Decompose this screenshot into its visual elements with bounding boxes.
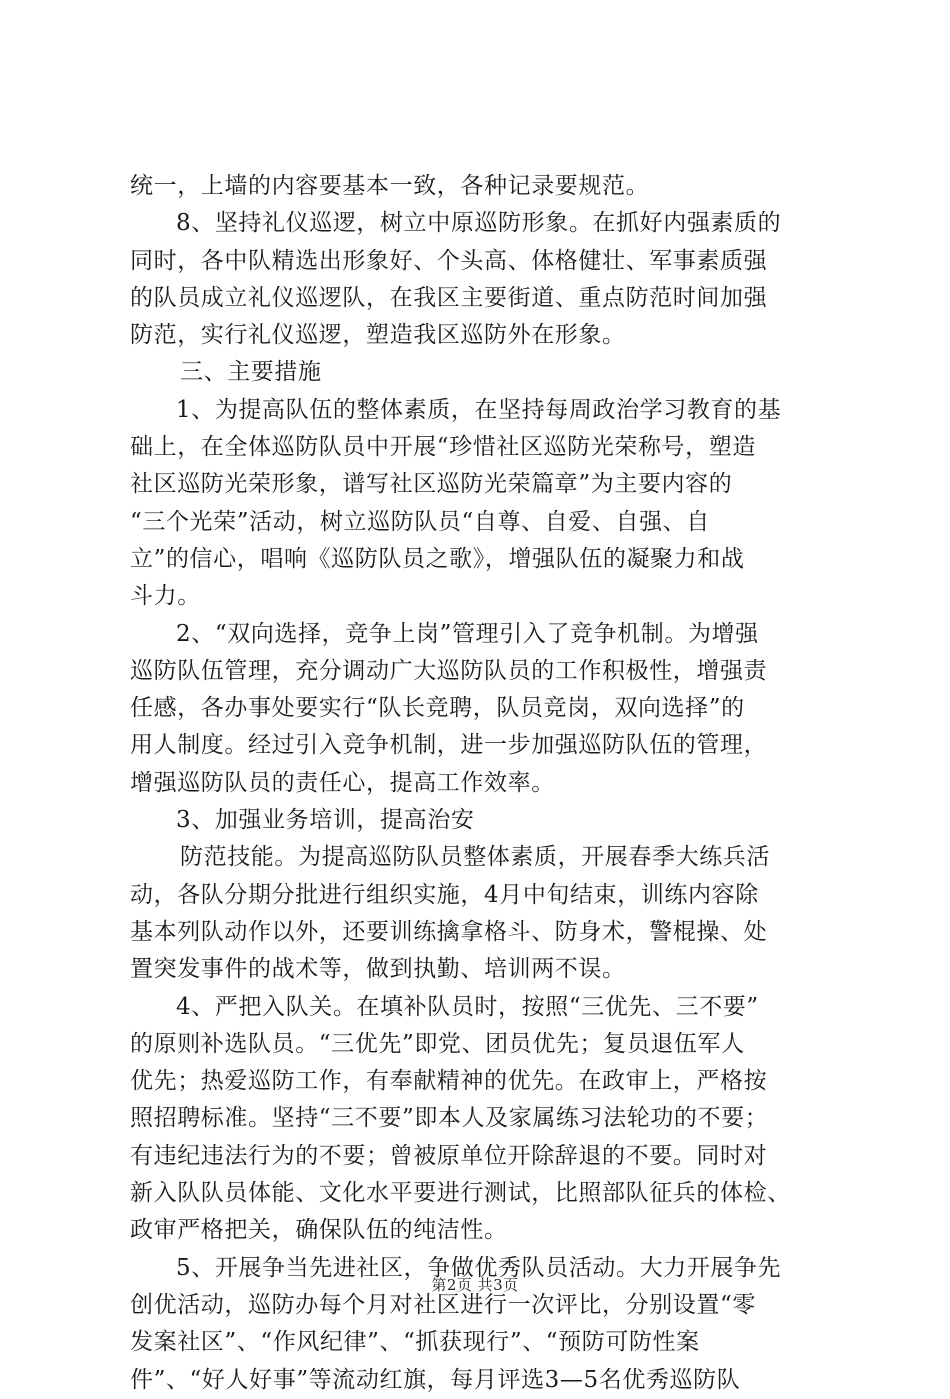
text-line: 用人制度。经过引入竞争机制，进一步加强巡防队伍的管理， — [130, 732, 768, 759]
text-line: 的队员成立礼仪巡逻队，在我区主要街道、重点防范时间加强 — [130, 284, 768, 311]
text-line: 动，各队分期分批进行组织实施，4月中旬结束，训练内容除 — [130, 881, 759, 908]
text-line: 件”、“好人好事”等流动红旗，每月评选3—5名优秀巡防队 — [130, 1366, 741, 1393]
text-line: 4、严把入队关。在填补队员时，按照“三优先、三不要” — [176, 993, 759, 1020]
text-line: 的原则补选队员。“三优先”即党、团员优先；复员退伍军人 — [130, 1030, 745, 1057]
text-line: 防范，实行礼仪巡逻，塑造我区巡防外在形象。 — [130, 322, 626, 349]
text-line: 统一，上墙的内容要基本一致，各种记录要规范。 — [130, 173, 650, 199]
text-line: 3、加强业务培训，提高治安 — [176, 807, 475, 834]
document-body — [130, 168, 830, 1399]
text-line: 新入队队员体能、文化水平要进行测试，比照部队征兵的体检、 — [130, 1180, 791, 1207]
text-line: 发案社区”、“作风纪律”、“抓获现行”、“预防可防性案 — [130, 1329, 700, 1356]
text-line: 照招聘标准。坚持“三不要”即本人及家属练习法轮功的不要； — [130, 1105, 769, 1132]
text-line: 政审严格把关，确保队伍的纯洁性。 — [130, 1217, 508, 1244]
text-line: 基本列队动作以外，还要训练擒拿格斗、防身术，警棍操、处 — [130, 918, 768, 945]
text-line: 2、“双向选择，竞争上岗”管理引入了竞争机制。为增强 — [176, 620, 759, 647]
text-line: 同时，各中队精选出形象好、个头高、体格健壮、军事素质强 — [130, 247, 768, 274]
text-line: 5、开展争当先进社区，争做优秀队员活动。大力开展争先 — [176, 1254, 782, 1281]
text-line: 有违纪违法行为的不要；曾被原单位开除辞退的不要。同时对 — [130, 1142, 768, 1169]
text-line: 斗力。 — [130, 583, 201, 610]
text-line: “三个光荣”活动，树立巡防队员“自尊、自爱、自强、自 — [130, 508, 710, 535]
text-line: 创优活动，巡防办每个月对社区进行一次评比，分别设置“零 — [130, 1291, 756, 1318]
text-line: 8、坚持礼仪巡逻，树立中原巡防形象。在抓好内强素质的 — [176, 210, 782, 237]
text-line: 社区巡防光荣形象，谱写社区巡防光荣篇章”为主要内容的 — [130, 471, 733, 498]
text-line: 巡防队伍管理，充分调动广大巡防队员的工作积极性，增强责 — [130, 657, 768, 684]
text-line: 增强巡防队员的责任心，提高工作效率。 — [130, 769, 555, 796]
text-line: 任感，各办事处要实行“队长竞聘，队员竞岗，双向选择”的 — [130, 695, 745, 722]
text-line: 础上，在全体巡防队员中开展“珍惜社区巡防光荣称号，塑造 — [130, 434, 756, 461]
text-line: 立”的信心，唱响《巡防队员之歌》，增强队伍的凝聚力和战 — [130, 545, 745, 572]
text-line: 防范技能。为提高巡防队员整体素质，开展春季大练兵活 — [180, 844, 770, 871]
text-line: 优先；热爱巡防工作，有奉献精神的优先。在政审上，严格按 — [130, 1068, 768, 1095]
text-line: 1、为提高队伍的整体素质，在坚持每周政治学习教育的基 — [176, 396, 782, 423]
text-line: 三、主要措施 — [180, 359, 322, 386]
page-footer: 第2页 共3页 — [431, 1276, 519, 1294]
text-line: 置突发事件的战术等，做到执勤、培训两不误。 — [130, 956, 626, 983]
